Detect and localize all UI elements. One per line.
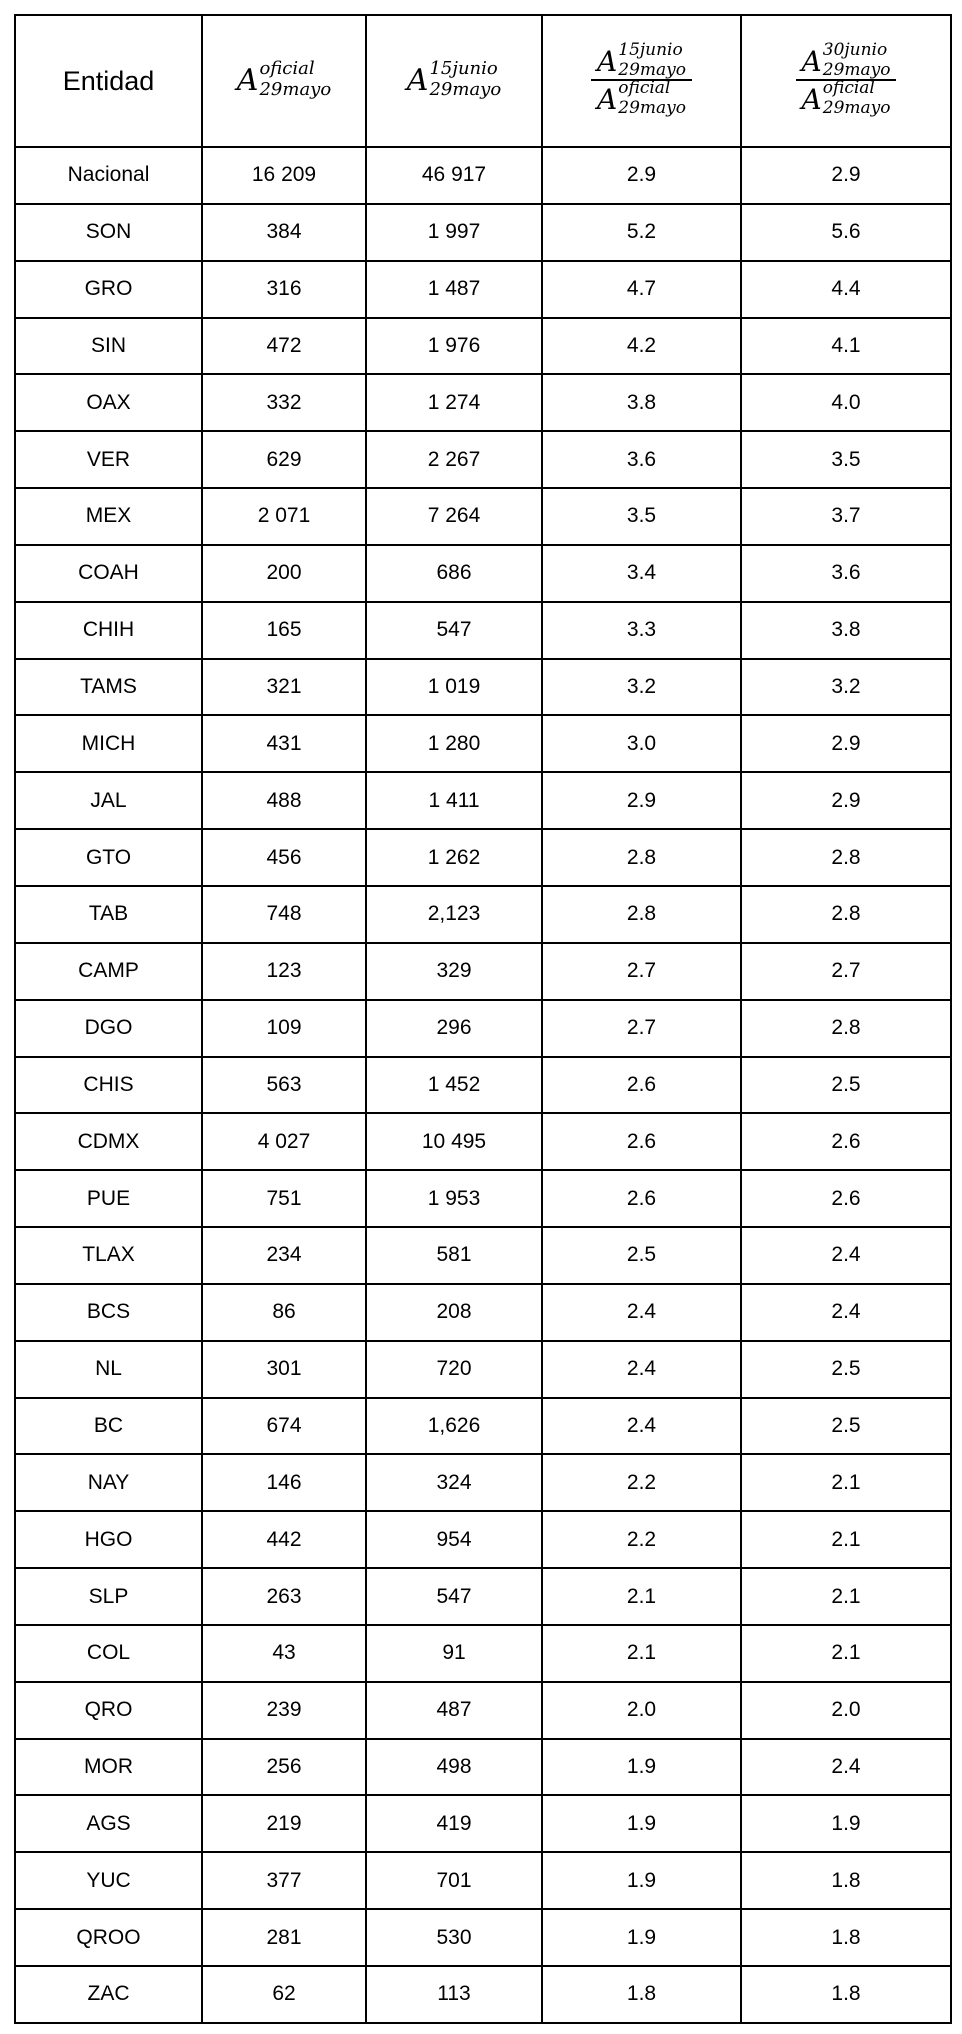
cell-casos-oficial: 165 — [202, 602, 366, 659]
cell-ratio-15junio: 3.0 — [542, 715, 741, 772]
cell-ratio-15junio: 2.4 — [542, 1398, 741, 1455]
cell-casos-15junio: 1 452 — [366, 1057, 542, 1114]
cell-entidad: VER — [15, 431, 202, 488]
cell-entidad: HGO — [15, 1511, 202, 1568]
cell-casos-15junio: 208 — [366, 1284, 542, 1341]
header-row — [15, 15, 951, 147]
cell-ratio-15junio: 3.5 — [542, 488, 741, 545]
cell-casos-15junio: 7 264 — [366, 488, 542, 545]
table-row — [15, 1454, 951, 1511]
cell-entidad: YUC — [15, 1852, 202, 1909]
cell-entidad: MEX — [15, 488, 202, 545]
header-entidad: Entidad — [15, 15, 202, 147]
cell-casos-15junio: 954 — [366, 1511, 542, 1568]
table-row — [15, 772, 951, 829]
cell-entidad: Nacional — [15, 147, 202, 204]
cell-casos-oficial: 442 — [202, 1511, 366, 1568]
table-row — [15, 602, 951, 659]
cell-ratio-30junio: 1.8 — [741, 1852, 951, 1909]
table-row — [15, 545, 951, 602]
cell-ratio-30junio: 3.8 — [741, 602, 951, 659]
table-row — [15, 431, 951, 488]
cell-entidad: QRO — [15, 1682, 202, 1739]
cell-entidad: TAB — [15, 886, 202, 943]
cell-casos-15junio: 1 280 — [366, 715, 542, 772]
cell-casos-oficial: 456 — [202, 829, 366, 886]
cell-entidad: NL — [15, 1341, 202, 1398]
cell-casos-oficial: 16 209 — [202, 147, 366, 204]
cell-casos-oficial: 472 — [202, 318, 366, 375]
cell-entidad: SIN — [15, 318, 202, 375]
table-row — [15, 1682, 951, 1739]
cell-casos-oficial: 748 — [202, 886, 366, 943]
fraction: A 15junio 29mayo A oficial 29mayo — [591, 48, 692, 114]
cell-entidad: COL — [15, 1625, 202, 1682]
cell-ratio-15junio: 1.8 — [542, 1966, 741, 2023]
cell-casos-oficial: 200 — [202, 545, 366, 602]
cell-casos-15junio: 1 976 — [366, 318, 542, 375]
cell-ratio-15junio: 2.6 — [542, 1113, 741, 1170]
cell-ratio-30junio: 4.0 — [741, 374, 951, 431]
cell-entidad: SLP — [15, 1568, 202, 1625]
cell-casos-15junio: 686 — [366, 545, 542, 602]
cell-ratio-30junio: 2.0 — [741, 1682, 951, 1739]
table-row — [15, 1227, 951, 1284]
cell-casos-15junio: 530 — [366, 1909, 542, 1966]
table-row — [15, 1795, 951, 1852]
cell-casos-15junio: 1 487 — [366, 261, 542, 318]
table-row — [15, 1625, 951, 1682]
cell-ratio-30junio: 2.1 — [741, 1625, 951, 1682]
cell-entidad: OAX — [15, 374, 202, 431]
cell-casos-oficial: 563 — [202, 1057, 366, 1114]
cell-casos-oficial: 234 — [202, 1227, 366, 1284]
cell-casos-oficial: 674 — [202, 1398, 366, 1455]
cell-entidad: CHIH — [15, 602, 202, 659]
cell-ratio-15junio: 2.2 — [542, 1511, 741, 1568]
cell-casos-15junio: 1 019 — [366, 659, 542, 716]
table-body — [15, 147, 951, 2023]
cell-casos-oficial: 332 — [202, 374, 366, 431]
cell-ratio-15junio: 1.9 — [542, 1795, 741, 1852]
cell-casos-oficial: 219 — [202, 1795, 366, 1852]
cell-ratio-30junio: 2.8 — [741, 886, 951, 943]
cell-entidad: ZAC — [15, 1966, 202, 2023]
header-ratio-15junio — [542, 15, 741, 147]
cell-ratio-30junio: 2.6 — [741, 1170, 951, 1227]
cell-casos-oficial: 629 — [202, 431, 366, 488]
cell-entidad: COAH — [15, 545, 202, 602]
cell-entidad: DGO — [15, 1000, 202, 1057]
cell-casos-oficial: 377 — [202, 1852, 366, 1909]
cell-casos-15junio: 1 953 — [366, 1170, 542, 1227]
cell-casos-oficial: 316 — [202, 261, 366, 318]
table-row — [15, 886, 951, 943]
table-row — [15, 1739, 951, 1796]
cell-entidad: CAMP — [15, 943, 202, 1000]
cell-entidad: NAY — [15, 1454, 202, 1511]
data-table — [14, 14, 952, 2024]
math-expression: A oficial 29mayo — [236, 57, 332, 100]
cell-casos-15junio: 91 — [366, 1625, 542, 1682]
table-row — [15, 943, 951, 1000]
header-casos-oficial — [202, 15, 366, 147]
cell-ratio-30junio: 2.7 — [741, 943, 951, 1000]
cell-ratio-15junio: 3.8 — [542, 374, 741, 431]
cell-ratio-15junio: 2.8 — [542, 886, 741, 943]
cell-ratio-15junio: 2.6 — [542, 1170, 741, 1227]
cell-entidad: TLAX — [15, 1227, 202, 1284]
cell-entidad: MOR — [15, 1739, 202, 1796]
cell-entidad: GRO — [15, 261, 202, 318]
cell-ratio-15junio: 2.8 — [542, 829, 741, 886]
cell-casos-oficial: 43 — [202, 1625, 366, 1682]
cell-casos-15junio: 419 — [366, 1795, 542, 1852]
cell-casos-oficial: 301 — [202, 1341, 366, 1398]
cell-casos-15junio: 701 — [366, 1852, 542, 1909]
cell-ratio-30junio: 2.5 — [741, 1398, 951, 1455]
cell-ratio-30junio: 2.4 — [741, 1284, 951, 1341]
cell-ratio-15junio: 2.0 — [542, 1682, 741, 1739]
cell-casos-oficial: 431 — [202, 715, 366, 772]
cell-ratio-15junio: 2.1 — [542, 1568, 741, 1625]
cell-entidad: SON — [15, 204, 202, 261]
table-row — [15, 147, 951, 204]
cell-ratio-15junio: 1.9 — [542, 1739, 741, 1796]
header-ratio-30junio — [741, 15, 951, 147]
cell-ratio-30junio: 1.8 — [741, 1966, 951, 2023]
cell-casos-oficial: 62 — [202, 1966, 366, 2023]
cell-ratio-30junio: 2.9 — [741, 772, 951, 829]
cell-casos-15junio: 1 997 — [366, 204, 542, 261]
table-row — [15, 488, 951, 545]
cell-casos-15junio: 46 917 — [366, 147, 542, 204]
cell-ratio-30junio: 1.9 — [741, 1795, 951, 1852]
cell-casos-oficial: 751 — [202, 1170, 366, 1227]
cell-casos-oficial: 263 — [202, 1568, 366, 1625]
cell-casos-oficial: 4 027 — [202, 1113, 366, 1170]
cell-ratio-30junio: 4.1 — [741, 318, 951, 375]
cell-ratio-15junio: 4.2 — [542, 318, 741, 375]
cell-casos-oficial: 281 — [202, 1909, 366, 1966]
cell-casos-15junio: 547 — [366, 602, 542, 659]
cell-ratio-30junio: 3.2 — [741, 659, 951, 716]
cell-casos-15junio: 547 — [366, 1568, 542, 1625]
cell-ratio-30junio: 2.1 — [741, 1568, 951, 1625]
cell-entidad: JAL — [15, 772, 202, 829]
cell-ratio-30junio: 2.4 — [741, 1227, 951, 1284]
cell-casos-15junio: 296 — [366, 1000, 542, 1057]
cell-casos-15junio: 324 — [366, 1454, 542, 1511]
table-row — [15, 1341, 951, 1398]
cell-ratio-30junio: 3.7 — [741, 488, 951, 545]
cell-ratio-15junio: 2.7 — [542, 1000, 741, 1057]
cell-ratio-30junio: 2.8 — [741, 1000, 951, 1057]
cell-casos-oficial: 239 — [202, 1682, 366, 1739]
cell-ratio-15junio: 2.5 — [542, 1227, 741, 1284]
cell-ratio-30junio: 2.8 — [741, 829, 951, 886]
cell-ratio-30junio: 1.8 — [741, 1909, 951, 1966]
cell-ratio-15junio: 1.9 — [542, 1909, 741, 1966]
cell-ratio-30junio: 2.9 — [741, 147, 951, 204]
cell-casos-oficial: 86 — [202, 1284, 366, 1341]
cell-casos-15junio: 2 267 — [366, 431, 542, 488]
cell-casos-15junio: 329 — [366, 943, 542, 1000]
cell-casos-oficial: 109 — [202, 1000, 366, 1057]
cell-ratio-30junio: 3.5 — [741, 431, 951, 488]
table-row — [15, 1852, 951, 1909]
table-row — [15, 318, 951, 375]
cell-casos-oficial: 384 — [202, 204, 366, 261]
cell-ratio-30junio: 2.1 — [741, 1511, 951, 1568]
cell-ratio-15junio: 5.2 — [542, 204, 741, 261]
cell-casos-15junio: 487 — [366, 1682, 542, 1739]
cell-casos-15junio: 1,626 — [366, 1398, 542, 1455]
cell-ratio-15junio: 4.7 — [542, 261, 741, 318]
cell-ratio-15junio: 2.7 — [542, 943, 741, 1000]
cell-casos-15junio: 720 — [366, 1341, 542, 1398]
cell-ratio-15junio: 2.4 — [542, 1341, 741, 1398]
fraction: A 30junio 29mayo A oficial 29mayo — [796, 48, 897, 114]
cell-ratio-30junio: 2.4 — [741, 1739, 951, 1796]
cell-ratio-30junio: 2.6 — [741, 1113, 951, 1170]
cell-casos-oficial: 123 — [202, 943, 366, 1000]
table-row — [15, 1170, 951, 1227]
cell-ratio-15junio: 2.1 — [542, 1625, 741, 1682]
cell-ratio-30junio: 5.6 — [741, 204, 951, 261]
cell-casos-15junio: 581 — [366, 1227, 542, 1284]
cell-entidad: PUE — [15, 1170, 202, 1227]
cell-casos-oficial: 146 — [202, 1454, 366, 1511]
table-row — [15, 829, 951, 886]
cell-entidad: BC — [15, 1398, 202, 1455]
cell-ratio-15junio: 2.6 — [542, 1057, 741, 1114]
table-row — [15, 261, 951, 318]
table-row — [15, 1057, 951, 1114]
table-row — [15, 1284, 951, 1341]
cell-casos-15junio: 2,123 — [366, 886, 542, 943]
cell-entidad: GTO — [15, 829, 202, 886]
table-row — [15, 1966, 951, 2023]
cell-casos-15junio: 1 262 — [366, 829, 542, 886]
cell-ratio-30junio: 2.1 — [741, 1454, 951, 1511]
cell-ratio-30junio: 3.6 — [741, 545, 951, 602]
table-row — [15, 1000, 951, 1057]
table-row — [15, 1568, 951, 1625]
table-row — [15, 659, 951, 716]
cell-entidad: BCS — [15, 1284, 202, 1341]
table-row — [15, 1909, 951, 1966]
cell-ratio-30junio: 2.9 — [741, 715, 951, 772]
cell-ratio-30junio: 4.4 — [741, 261, 951, 318]
table-row — [15, 1113, 951, 1170]
cell-ratio-15junio: 3.3 — [542, 602, 741, 659]
cell-entidad: CDMX — [15, 1113, 202, 1170]
cell-ratio-15junio: 3.4 — [542, 545, 741, 602]
cell-casos-oficial: 256 — [202, 1739, 366, 1796]
cell-casos-15junio: 10 495 — [366, 1113, 542, 1170]
table-row — [15, 1511, 951, 1568]
cell-ratio-15junio: 3.2 — [542, 659, 741, 716]
math-expression: A 15junio 29mayo — [406, 57, 502, 100]
cell-casos-15junio: 1 411 — [366, 772, 542, 829]
table-row — [15, 374, 951, 431]
cell-ratio-15junio: 2.9 — [542, 772, 741, 829]
cell-casos-oficial: 2 071 — [202, 488, 366, 545]
cell-ratio-15junio: 3.6 — [542, 431, 741, 488]
table-row — [15, 715, 951, 772]
cell-ratio-30junio: 2.5 — [741, 1341, 951, 1398]
cell-ratio-15junio: 2.2 — [542, 1454, 741, 1511]
cell-casos-oficial: 321 — [202, 659, 366, 716]
cell-casos-15junio: 113 — [366, 1966, 542, 2023]
header-casos-15junio — [366, 15, 542, 147]
cell-casos-oficial: 488 — [202, 772, 366, 829]
table-row — [15, 204, 951, 261]
cell-casos-15junio: 498 — [366, 1739, 542, 1796]
cell-entidad: CHIS — [15, 1057, 202, 1114]
cell-ratio-15junio: 2.9 — [542, 147, 741, 204]
table-row — [15, 1398, 951, 1455]
cell-entidad: MICH — [15, 715, 202, 772]
cell-entidad: QROO — [15, 1909, 202, 1966]
cell-ratio-15junio: 2.4 — [542, 1284, 741, 1341]
cell-ratio-30junio: 2.5 — [741, 1057, 951, 1114]
cell-entidad: AGS — [15, 1795, 202, 1852]
cell-casos-15junio: 1 274 — [366, 374, 542, 431]
cell-ratio-15junio: 1.9 — [542, 1852, 741, 1909]
cell-entidad: TAMS — [15, 659, 202, 716]
